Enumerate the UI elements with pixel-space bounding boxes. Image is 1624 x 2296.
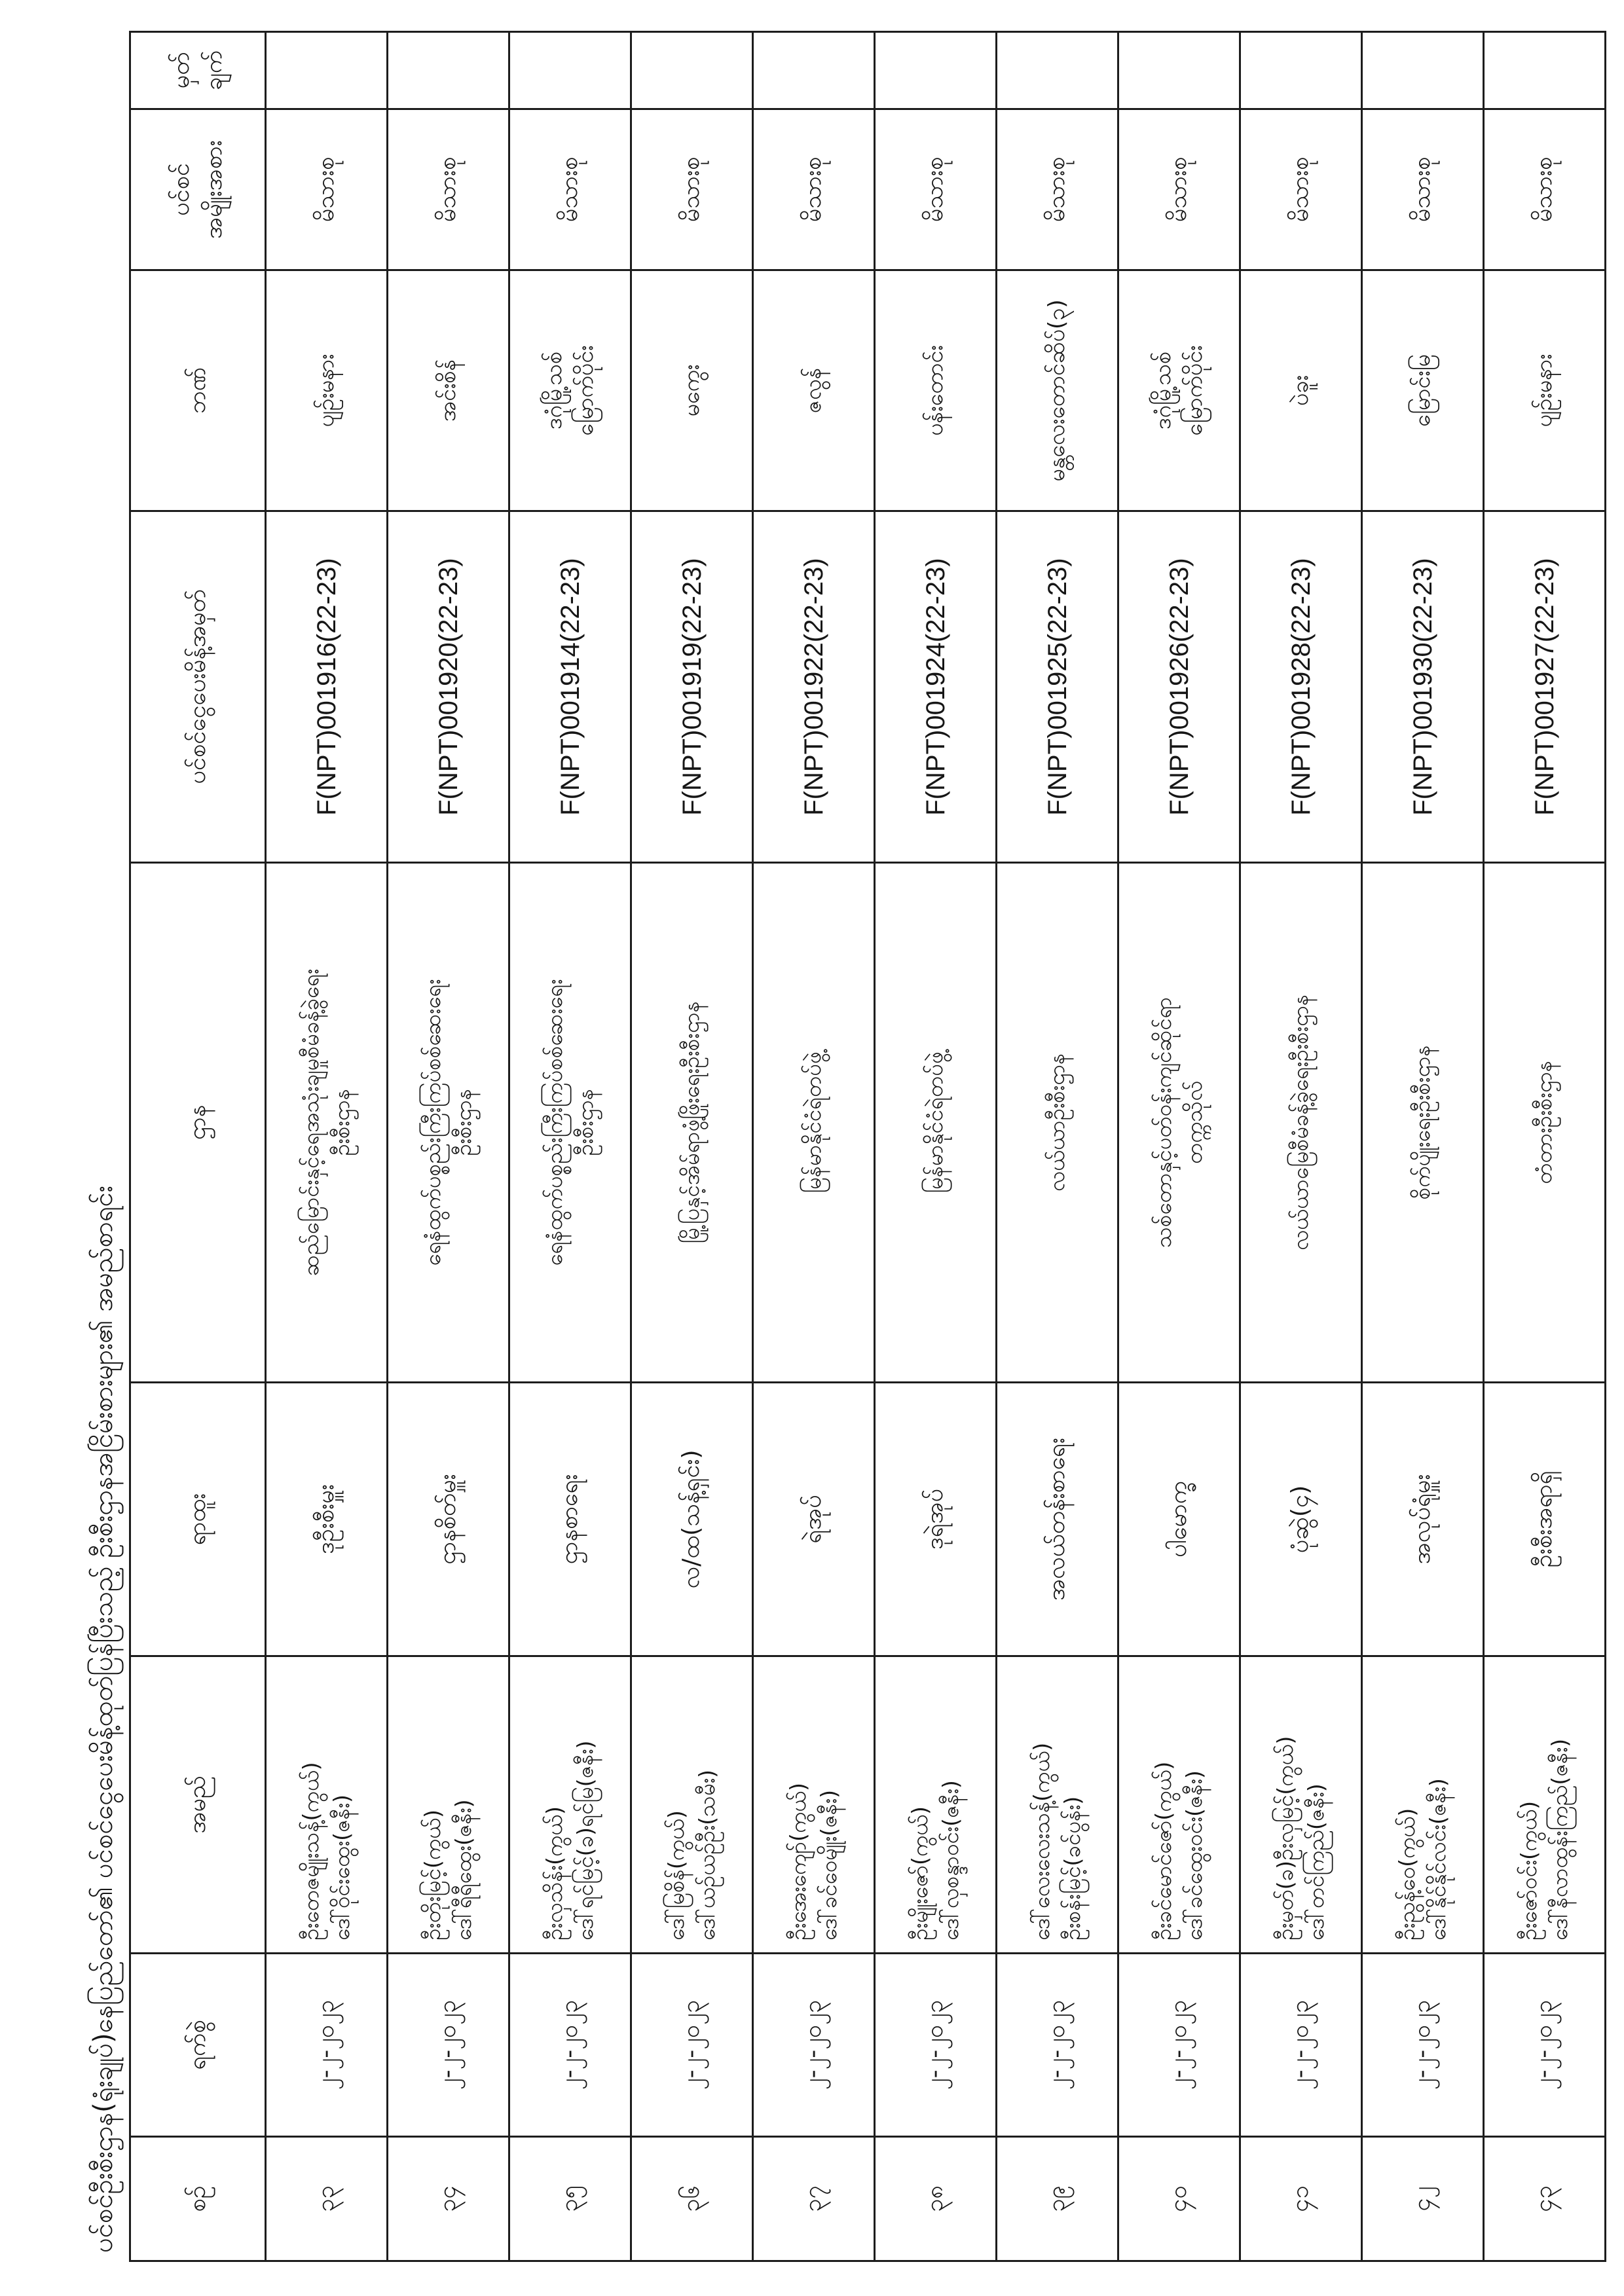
position: လ/ထ(သန့်ရှင်း) bbox=[631, 1383, 753, 1656]
pension-type: မိသားစု bbox=[1240, 109, 1362, 270]
pensioner-name: ဦးလှသိန်း(ကွယ်) ဒေါ်ရင်မြင့်(ခ)ရင်မြ(ဇနီး) bbox=[509, 1656, 631, 1954]
bank: ဒဂုံမြို့သစ် မြောက်ပိုင်း bbox=[509, 270, 631, 511]
pensioner-name: ဒေါ်လေးလေးသန့်(ကွယ်) ဦးစန်းမြင့်(ခင်ပွန်း) bbox=[997, 1656, 1118, 1954]
header-serial: စဉ် bbox=[130, 2137, 266, 2261]
pensioner-name: ဦးမှတ်(ခ)ဦးလှမြင့်(ကွယ်) ဒေါ်တင်ကြည်(ဇနီး) bbox=[1240, 1656, 1362, 1954]
table-row bbox=[753, 32, 875, 2261]
pension-type: မိသားစု bbox=[388, 109, 509, 270]
position: အလယ်တန်းစာရေး bbox=[997, 1383, 1118, 1656]
serial-number: ၄၃ bbox=[1484, 2137, 1606, 2261]
pension-order-number: F(NPT)001925(22-23) bbox=[997, 511, 1118, 863]
department: မြို့ပြနှင့်အိမ်ရာဖွံ့ဖြိုးရေးဦးစီးဌာန bbox=[631, 863, 753, 1383]
pension-type: မိသားစု bbox=[266, 109, 388, 270]
pensioner-name: ဦးညွန့်ဝေ(ကွယ်) ဒေါ်နိုင်နိုင်လင်း(ဇနီး) bbox=[1362, 1656, 1484, 1954]
serial-number: ၃၅ bbox=[509, 2137, 631, 2261]
pension-type: မိသားစု bbox=[1118, 109, 1240, 270]
table-row bbox=[388, 32, 509, 2261]
pensioner-name: ဦးတိုးမြင့်(ကွယ်) ဒေါ်ရီရီထွေး(ဇနီး) bbox=[388, 1656, 509, 1954]
position: ဒုရဲအုပ် bbox=[875, 1383, 997, 1656]
remark bbox=[1484, 32, 1606, 109]
pension-type: မိသားစု bbox=[1484, 109, 1606, 270]
bank: ဒဂုံမြို့သစ် မြောက်ပိုင်း bbox=[1118, 270, 1240, 511]
pensioner-name: ဦးမျိုးဇော်(ကွယ်) ဒေါ်လှစန္ဒာဝင်း(ဇနီး) bbox=[875, 1656, 997, 1954]
table-row bbox=[509, 32, 631, 2261]
remark bbox=[753, 32, 875, 109]
serial-number: ၄၁ bbox=[1240, 2137, 1362, 2261]
date: ၂-၂-၂၀၂၃ bbox=[388, 1954, 509, 2137]
pension-order-number: F(NPT)001914(22-23) bbox=[509, 511, 631, 863]
header-date: ရက်စွဲ bbox=[130, 1954, 266, 2137]
document-title: ပင်စင်ဦးစီးဌာန(ရုံးချုပ်)နေပြည်တော်၏ ပင်စင်ငွေပေးမိန့်ထုတ်ပြန်ပြီးသည့် ဦးစီးဌာနအငြိမ်းစားများ၏ အမည်စာရင်း bbox=[88, 1186, 119, 2253]
remark bbox=[997, 32, 1118, 109]
pension-type: မိသားစု bbox=[997, 109, 1118, 270]
department: ရေနံထွက်ပစ္စည်းကြီးကြပ်စစ်ဆေးရေး ဦးစီးဌာန bbox=[509, 863, 631, 1383]
pension-table bbox=[129, 31, 1606, 2262]
table-row bbox=[1362, 32, 1484, 2261]
table-row bbox=[1484, 32, 1606, 2261]
position: ရဲအုပ် bbox=[753, 1383, 875, 1656]
pension-order-number: F(NPT)001927(22-23) bbox=[1484, 511, 1606, 863]
remark bbox=[1118, 32, 1240, 109]
pension-order-number: F(NPT)001924(22-23) bbox=[875, 511, 997, 863]
pension-order-number: F(NPT)001916(22-23) bbox=[266, 511, 388, 863]
remark bbox=[1240, 32, 1362, 109]
pensioner-name: ဦးဇော်ဝင်း(ကွယ်) ဒေါ်နီလာထွန်းကြည်(ဇနီး) bbox=[1484, 1656, 1606, 1954]
department: စိုက်ပျိုးရေးဦးစီးဌာန bbox=[1362, 863, 1484, 1383]
position: အလုပ်ရုံမှူး bbox=[1362, 1383, 1484, 1656]
remark bbox=[509, 32, 631, 109]
bank: အင်းစိန် bbox=[388, 270, 509, 511]
rotated-sheet bbox=[79, 33, 1604, 2262]
department: မြန်မာနိုင်ငံရဲတပ်ဖွဲ့ bbox=[875, 863, 997, 1383]
pension-order-number: F(NPT)001920(22-23) bbox=[388, 511, 509, 863]
remark bbox=[875, 32, 997, 109]
table-row bbox=[875, 32, 997, 2261]
remark bbox=[266, 32, 388, 109]
pension-order-number: F(NPT)001922(22-23) bbox=[753, 511, 875, 863]
date: ၂-၂-၂၀၂၃ bbox=[1484, 1954, 1606, 2137]
department: မြန်မာနိုင်ငံရဲတပ်ဖွဲ့ bbox=[753, 863, 875, 1383]
date: ၂-၂-၂၀၂၃ bbox=[509, 1954, 631, 2137]
serial-number: ၃၉ bbox=[997, 2137, 1118, 2261]
remark bbox=[388, 32, 509, 109]
pension-order-number: F(NPT)001930(22-23) bbox=[1362, 511, 1484, 863]
pensioner-name: ဒေါ်မြစိန်(ကွယ်) ဒေါ်ယဉ်ယဉ်ဦး(သမီး) bbox=[631, 1656, 753, 1954]
pensioner-name: ဦးအေးကျော်(ကွယ်) ဒေါ်ခင်ဝေမျိုး(ဇနီး) bbox=[753, 1656, 875, 1954]
pension-type: မိသားစု bbox=[509, 109, 631, 270]
date: ၂-၂-၂၀၂၃ bbox=[997, 1954, 1118, 2137]
date: ၂-၂-၂၀၂၃ bbox=[1118, 1954, 1240, 2137]
department: ရေနံထွက်ပစ္စည်းကြီးကြပ်စစ်ဆေးရေး ဦးစီးဌာန bbox=[388, 863, 509, 1383]
table-row bbox=[266, 32, 388, 2261]
position: ဌာနစာရေး bbox=[509, 1383, 631, 1656]
header-department: ဌာန bbox=[130, 863, 266, 1383]
pension-type: မိသားစု bbox=[1362, 109, 1484, 270]
header-order-number: ပင်စင်ငွေပေးမိန့်အမှတ် bbox=[130, 511, 266, 863]
bank: ပန်းတောင်း bbox=[875, 270, 997, 511]
bank: မကွေး bbox=[631, 270, 753, 511]
position: ဌာနစိတ်မှူး bbox=[388, 1383, 509, 1656]
department: တံတားဦးစီးဌာန bbox=[1484, 863, 1606, 1383]
position: ပါမောက္ခ bbox=[1118, 1383, 1240, 1656]
serial-number: ၃၇ bbox=[753, 2137, 875, 2261]
table-row bbox=[1118, 32, 1240, 2261]
date: ၂-၂-၂၀၂၃ bbox=[875, 1954, 997, 2137]
pension-order-number: F(NPT)001926(22-23) bbox=[1118, 511, 1240, 863]
position: ဦးစီးအရာရှိ bbox=[1484, 1383, 1606, 1656]
serial-number: ၃၃ bbox=[266, 2137, 388, 2261]
department: ဆည်မြောင်းနှင့်ရေအသုံးချမှုစီမံခန့်ခွဲရေး ဦးစီးဌာန bbox=[266, 863, 388, 1383]
date: ၂-၂-၂၀၂၃ bbox=[1240, 1954, 1362, 2137]
department: သစ်တောနှင့်ပတ်ဝန်းကျင်ဆိုင်ရာ တက္ကသိုလ် bbox=[1118, 863, 1240, 1383]
pension-order-number: F(NPT)001928(22-23) bbox=[1240, 511, 1362, 863]
pension-type: မိသားစု bbox=[875, 109, 997, 270]
date: ၂-၂-၂၀၂၃ bbox=[753, 1954, 875, 2137]
remark bbox=[631, 32, 753, 109]
bank: မြောင်းမြ bbox=[1362, 270, 1484, 511]
pension-type: မိသားစု bbox=[753, 109, 875, 270]
header-name: အမည် bbox=[130, 1656, 266, 1954]
position: ပုံဆွဲ(၄) bbox=[1240, 1383, 1362, 1656]
department: လယ်ယာဦးစီးဌာန bbox=[997, 863, 1118, 1383]
table-row bbox=[631, 32, 753, 2261]
header-row bbox=[130, 32, 266, 2261]
serial-number: ၃၆ bbox=[631, 2137, 753, 2261]
header-bank: ဘဏ် bbox=[130, 270, 266, 511]
date: ၂-၂-၂၀၂၃ bbox=[631, 1954, 753, 2137]
table-row bbox=[1240, 32, 1362, 2261]
position: ဒုဦးစီးမှူး bbox=[266, 1383, 388, 1656]
remark bbox=[1362, 32, 1484, 109]
serial-number: ၄၂ bbox=[1362, 2137, 1484, 2261]
header-remark: မှတ် ချက် bbox=[130, 32, 266, 109]
serial-number: ၄၀ bbox=[1118, 2137, 1240, 2261]
bank: ပျဉ်းမနား bbox=[1484, 270, 1606, 511]
table-row bbox=[997, 32, 1118, 2261]
header-position: ရာထူး bbox=[130, 1383, 266, 1656]
pension-type: မိသားစု bbox=[631, 109, 753, 270]
pensioner-name: ဦးခင်မောင်ဇော်(ကွယ်) ဒေါ်ခင်ထွေးဝင်း(ဇနီး) bbox=[1118, 1656, 1240, 1954]
date: ၂-၂-၂၀၂၃ bbox=[266, 1954, 388, 2137]
bank: ပဲခူး bbox=[1240, 270, 1362, 511]
bank: ပျဉ်းမနား bbox=[266, 270, 388, 511]
pensioner-name: ဦးတေဇမျိုးသန့်(ကွယ်) ဒေါ်ဝိုင်းထွေး(ဇနီး) bbox=[266, 1656, 388, 1954]
department: လယ်ယာမြေစီမံခန့်ခွဲရေးဦးစီးဌာန bbox=[1240, 863, 1362, 1383]
bank: မန္တလေးတောင်ဆိပ်(၃) bbox=[997, 270, 1118, 511]
serial-number: ၃၄ bbox=[388, 2137, 509, 2261]
pension-order-number: F(NPT)001919(22-23) bbox=[631, 511, 753, 863]
header-type: ပင်စင် အမျိုးအစား bbox=[130, 109, 266, 270]
serial-number: ၃၈ bbox=[875, 2137, 997, 2261]
bank: ဇလွန် bbox=[753, 270, 875, 511]
date: ၂-၂-၂၀၂၃ bbox=[1362, 1954, 1484, 2137]
